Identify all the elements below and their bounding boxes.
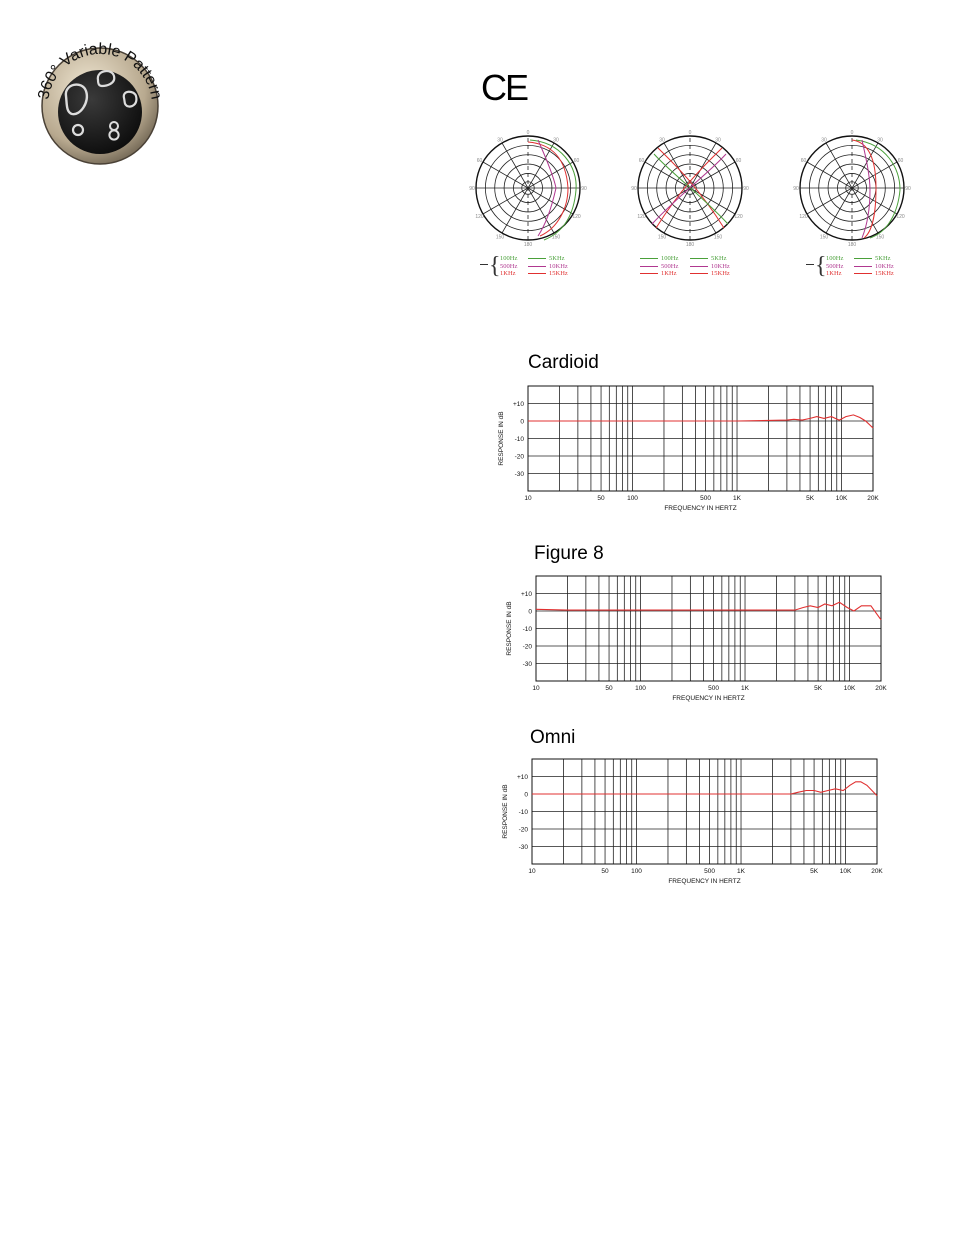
- polar-angle-label: 180: [523, 242, 533, 248]
- x-tick-label: 1K: [737, 868, 746, 875]
- legend-entry: 15KHz: [875, 270, 894, 277]
- y-tick-label: +10: [520, 591, 532, 598]
- polar-angle-label: 150: [875, 234, 885, 241]
- x-tick-label: 50: [605, 685, 613, 692]
- y-tick-label: -30: [514, 471, 524, 478]
- polar-angle-label: 90: [631, 186, 637, 192]
- x-axis-label: FREQUENCY IN HERTZ: [672, 695, 745, 702]
- polar-angle-label: 60: [735, 158, 742, 164]
- polar-angle-label: 180: [847, 242, 857, 248]
- y-tick-label: -10: [522, 626, 532, 633]
- x-tick-label: 5K: [810, 868, 819, 875]
- polar-angle-label: 60: [476, 158, 483, 164]
- polar-plot-omni: [792, 128, 912, 250]
- polar-angle-label: 0: [850, 130, 854, 136]
- x-axis-label: FREQUENCY IN HERTZ: [668, 878, 741, 885]
- polar-angle-label: 150: [657, 234, 667, 241]
- badge-text: 360° Variable Pattern: [35, 40, 165, 101]
- response-line: [528, 415, 873, 428]
- polar-angle-label: 30: [497, 137, 503, 144]
- polar-angle-label: 150: [713, 234, 723, 241]
- legend-entry: 5KHz: [875, 255, 891, 262]
- legend-entry: 10KHz: [549, 262, 568, 270]
- y-tick-label: 0: [520, 418, 524, 426]
- polar-angle-label: 150: [819, 234, 829, 241]
- x-tick-label: 1K: [733, 495, 742, 502]
- polar-angle-label: 0: [526, 130, 530, 136]
- polar-angle-label: 120: [734, 214, 743, 220]
- y-axis-label: RESPONSE IN dB: [498, 411, 505, 466]
- frequency-response-omni: [494, 751, 894, 891]
- y-tick-label: 0: [528, 608, 532, 616]
- x-tick-label: 10K: [835, 495, 848, 502]
- polar-response-curve: [862, 140, 870, 238]
- polar-angle-label: 150: [551, 234, 561, 241]
- y-tick-label: -20: [522, 643, 532, 651]
- y-axis-label: RESPONSE IN dB: [506, 601, 513, 656]
- legend-entry: 1KHz: [500, 270, 516, 277]
- x-tick-label: 1K: [741, 685, 750, 692]
- legend-entry: 100Hz: [661, 255, 679, 262]
- polar-angle-label: 0: [688, 130, 692, 136]
- x-tick-label: 500: [704, 868, 715, 875]
- polar-angle-label: 30: [659, 137, 665, 144]
- x-tick-label: 5K: [806, 495, 815, 502]
- legend-entry: 100Hz: [826, 255, 844, 262]
- polar-angle-label: 60: [638, 158, 645, 164]
- legend-entry: 500Hz: [826, 262, 844, 270]
- chart-title-cardioid: Cardioid: [528, 352, 599, 373]
- polar-angle-label: 30: [877, 137, 883, 144]
- legend-entry: 100Hz: [500, 255, 518, 262]
- legend-entry: 1KHz: [661, 270, 677, 277]
- y-tick-label: +10: [512, 401, 524, 408]
- y-tick-label: -30: [522, 661, 532, 668]
- chart-title-omni: Omni: [530, 727, 576, 748]
- x-tick-label: 10: [532, 685, 540, 692]
- x-tick-label: 20K: [875, 685, 887, 692]
- legend-entry: 15KHz: [549, 270, 568, 277]
- frequency-response-figure-8: [498, 568, 898, 708]
- y-axis-label: RESPONSE IN dB: [502, 784, 509, 839]
- legend-entry: 5KHz: [549, 255, 565, 262]
- polar-plot-cardioid: [468, 128, 588, 250]
- polar-angle-label: 30: [553, 137, 559, 144]
- x-tick-label: 10K: [843, 685, 856, 692]
- polar-angle-label: 60: [800, 158, 807, 164]
- polar-legend-figure-8: [640, 255, 780, 285]
- x-tick-label: 10K: [839, 868, 852, 875]
- x-tick-label: 100: [627, 495, 638, 502]
- x-tick-label: 20K: [867, 495, 879, 502]
- polar-plot-figure-8: [630, 128, 750, 250]
- polar-angle-label: 90: [743, 186, 749, 192]
- polar-angle-label: 180: [685, 242, 695, 248]
- polar-angle-label: 60: [897, 158, 904, 164]
- x-tick-label: 20K: [871, 868, 883, 875]
- polar-angle-label: 150: [495, 234, 505, 241]
- y-tick-label: -10: [518, 809, 528, 816]
- x-tick-label: 100: [635, 685, 646, 692]
- polar-angle-label: 30: [715, 137, 721, 144]
- polar-angle-label: 120: [572, 214, 581, 220]
- polar-angle-label: 120: [896, 214, 905, 220]
- y-tick-label: -30: [518, 844, 528, 851]
- legend-entry: 10KHz: [711, 262, 730, 270]
- polar-legend-cardioid: { 100Hz 500Hz 1KHz 5KHz 10KHz 15KHz: [480, 255, 620, 285]
- y-tick-label: -20: [514, 453, 524, 461]
- polar-angle-label: 90: [793, 186, 799, 192]
- y-tick-label: +10: [516, 774, 528, 781]
- polar-angle-label: 90: [905, 186, 911, 192]
- legend-entry: 15KHz: [711, 270, 730, 277]
- chart-title-figure-8: Figure 8: [534, 543, 604, 564]
- polar-response-curve: [530, 137, 576, 240]
- polar-legend-omni: { 100Hz 500Hz 1KHz 5KHz 10KHz 15KHz: [806, 255, 946, 285]
- legend-entry: 500Hz: [661, 262, 679, 270]
- x-tick-label: 100: [631, 868, 642, 875]
- polar-angle-label: 90: [469, 186, 475, 192]
- x-tick-label: 5K: [814, 685, 823, 692]
- y-tick-label: 0: [524, 791, 528, 799]
- x-tick-label: 500: [700, 495, 711, 502]
- x-tick-label: 50: [597, 495, 605, 502]
- polar-angle-label: 60: [573, 158, 580, 164]
- x-tick-label: 500: [708, 685, 719, 692]
- polar-angle-label: 120: [475, 214, 484, 220]
- polar-angle-label: 90: [581, 186, 587, 192]
- legend-entry: 5KHz: [711, 255, 727, 262]
- x-tick-label: 10: [524, 495, 532, 502]
- x-axis-label: FREQUENCY IN HERTZ: [664, 505, 737, 512]
- frequency-response-cardioid: [490, 378, 890, 518]
- x-tick-label: 50: [601, 868, 609, 875]
- polar-angle-label: 120: [637, 214, 646, 220]
- polar-angle-label: 30: [821, 137, 827, 144]
- y-tick-label: -10: [514, 436, 524, 443]
- x-tick-label: 10: [528, 868, 536, 875]
- legend-entry: 10KHz: [875, 262, 894, 270]
- polar-angle-label: 120: [799, 214, 808, 220]
- ce-mark: CE: [481, 67, 528, 108]
- legend-entry: 500Hz: [500, 262, 518, 270]
- y-tick-label: -20: [518, 826, 528, 834]
- legend-entry: 1KHz: [826, 270, 842, 277]
- variable-pattern-badge: [26, 36, 174, 166]
